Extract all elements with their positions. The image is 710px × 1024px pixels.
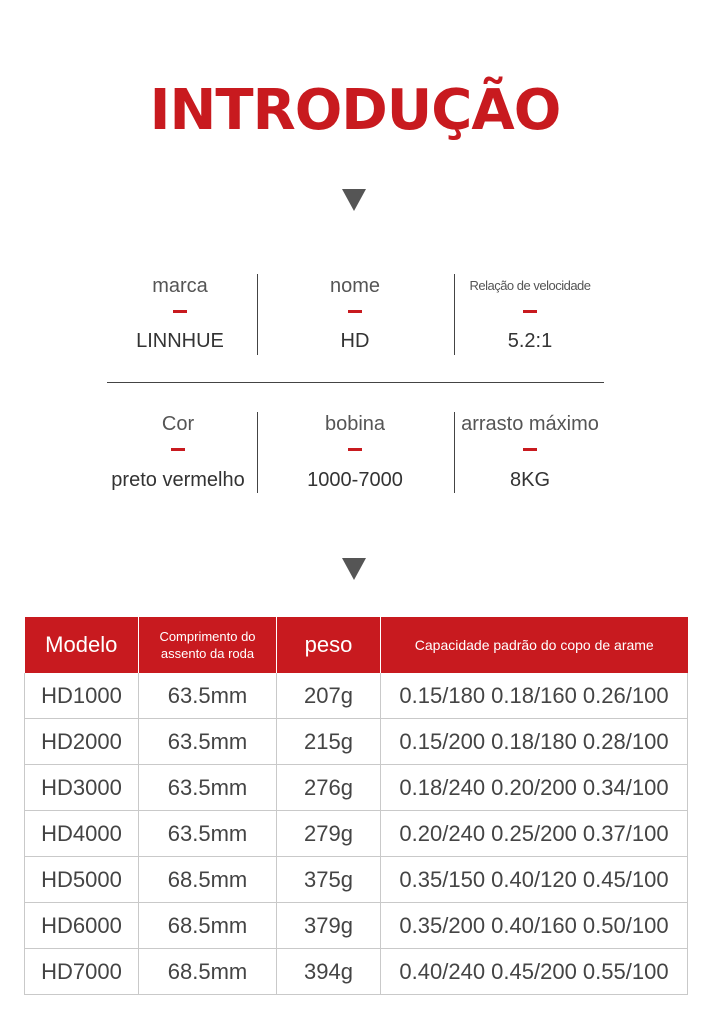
dash-divider <box>523 448 537 451</box>
cell-capacity: 0.20/240 0.25/200 0.37/100 <box>381 811 688 857</box>
spec-value: HD <box>340 330 370 352</box>
dash-divider <box>348 310 362 313</box>
spec-brand <box>80 272 280 353</box>
cell-capacity: 0.40/240 0.45/200 0.55/100 <box>381 949 688 995</box>
row-divider <box>107 382 604 383</box>
column-divider <box>454 412 455 493</box>
column-divider <box>257 412 258 493</box>
cell-model: HD2000 <box>25 719 139 765</box>
cell-weight: 215g <box>277 719 381 765</box>
cell-seat-length: 68.5mm <box>139 857 277 903</box>
cell-model: HD5000 <box>25 857 139 903</box>
spec-value: LINNHUE <box>136 330 224 352</box>
table-row <box>25 857 688 903</box>
cell-model: HD1000 <box>25 673 139 719</box>
cell-seat-length: 63.5mm <box>139 673 277 719</box>
header-weight: peso <box>277 617 381 673</box>
header-capacity: Capacidade padrão do copo de arame <box>381 617 688 673</box>
spec-label: Cor <box>161 413 195 435</box>
spec-label: arrasto máximo <box>461 413 599 435</box>
spec-max-drag <box>435 410 625 492</box>
cell-capacity: 0.15/200 0.18/180 0.28/100 <box>381 719 688 765</box>
cell-seat-length: 63.5mm <box>139 719 277 765</box>
spec-value: 8KG <box>509 469 551 491</box>
spec-label: nome <box>329 275 381 297</box>
table-row <box>25 949 688 995</box>
cell-weight: 375g <box>277 857 381 903</box>
column-divider <box>454 274 455 355</box>
table-row <box>25 765 688 811</box>
cell-model: HD3000 <box>25 765 139 811</box>
cell-seat-length: 68.5mm <box>139 949 277 995</box>
spec-label: Relação de velocidade <box>469 278 591 293</box>
spec-value: preto vermelho <box>111 469 245 491</box>
spec-value: 1000-7000 <box>307 469 403 491</box>
cell-seat-length: 63.5mm <box>139 765 277 811</box>
cell-capacity: 0.15/180 0.18/160 0.26/100 <box>381 673 688 719</box>
dash-divider <box>173 310 187 313</box>
cell-model: HD6000 <box>25 903 139 949</box>
spec-value: 5.2:1 <box>507 330 553 352</box>
spec-label: marca <box>152 275 208 297</box>
model-table <box>24 617 688 995</box>
header-model: Modelo <box>25 617 139 673</box>
spec-color <box>78 410 278 492</box>
dash-divider <box>171 448 185 451</box>
table-row <box>25 719 688 765</box>
column-divider <box>257 274 258 355</box>
cell-weight: 279g <box>277 811 381 857</box>
cell-weight: 207g <box>277 673 381 719</box>
table-row <box>25 903 688 949</box>
dash-divider <box>348 448 362 451</box>
cell-capacity: 0.35/200 0.40/160 0.50/100 <box>381 903 688 949</box>
header-seat-length-text: Comprimento do assento da roda <box>159 629 256 661</box>
table-row <box>25 811 688 857</box>
down-triangle-icon <box>342 189 366 211</box>
spec-label: bobina <box>324 413 386 435</box>
header-seat-length <box>139 617 277 673</box>
cell-weight: 394g <box>277 949 381 995</box>
page-title: INTRODUÇÃO <box>149 78 561 143</box>
dash-divider <box>523 310 537 313</box>
cell-seat-length: 63.5mm <box>139 811 277 857</box>
spec-name <box>255 272 455 353</box>
table-row <box>25 673 688 719</box>
cell-model: HD7000 <box>25 949 139 995</box>
cell-weight: 276g <box>277 765 381 811</box>
down-triangle-icon <box>342 558 366 580</box>
spec-gear-ratio <box>430 272 630 353</box>
cell-weight: 379g <box>277 903 381 949</box>
cell-seat-length: 68.5mm <box>139 903 277 949</box>
cell-capacity: 0.35/150 0.40/120 0.45/100 <box>381 857 688 903</box>
cell-capacity: 0.18/240 0.20/200 0.34/100 <box>381 765 688 811</box>
spec-spool <box>255 410 455 492</box>
cell-model: HD4000 <box>25 811 139 857</box>
table-header-row <box>25 617 688 673</box>
